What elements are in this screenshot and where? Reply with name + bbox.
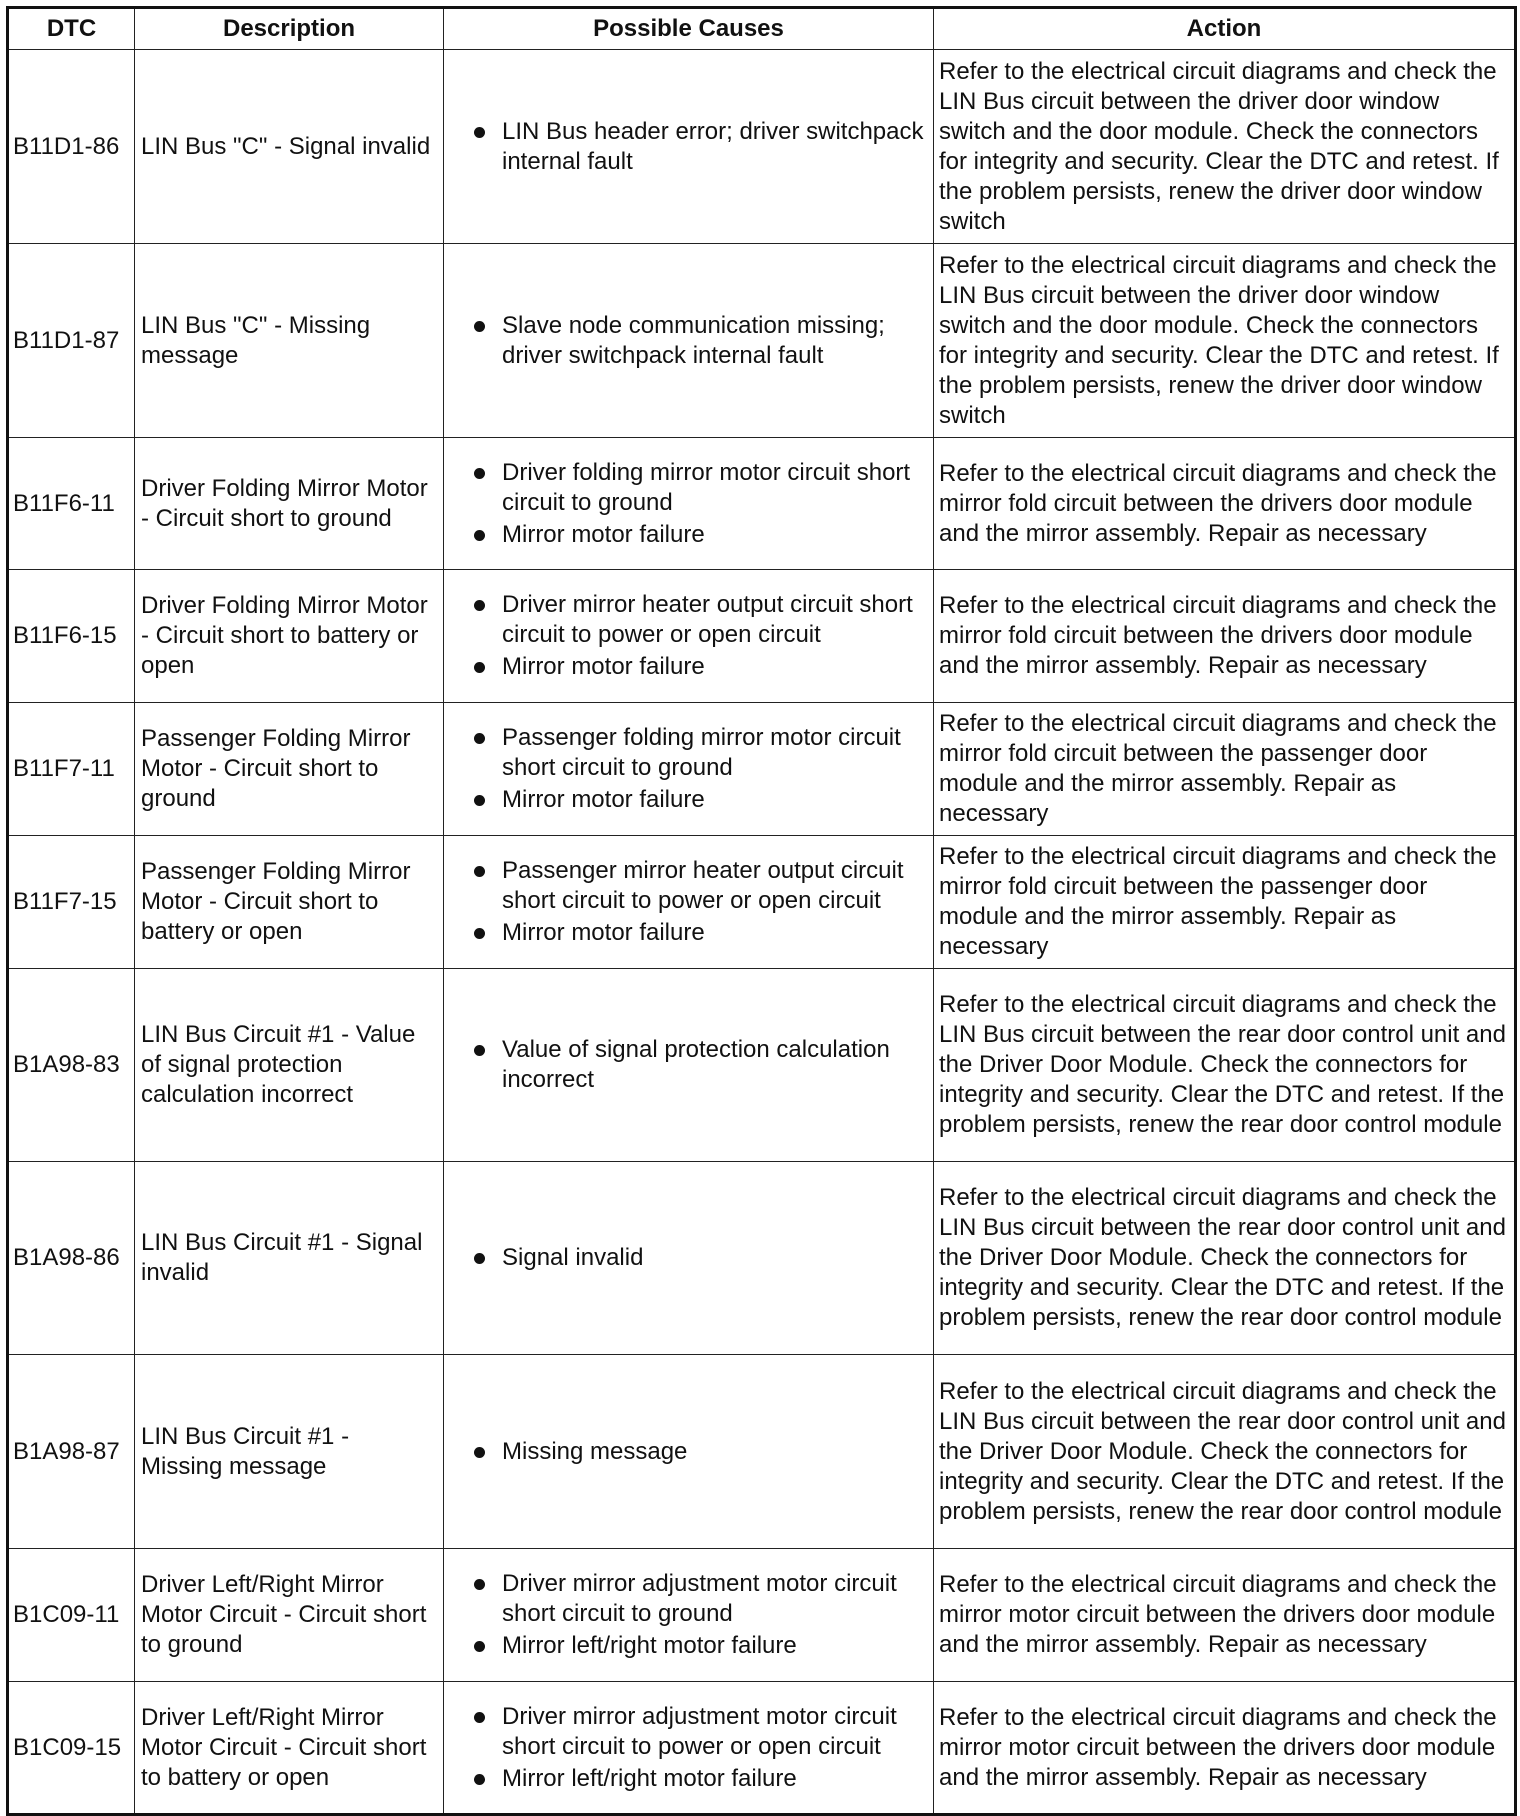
causes-list xyxy=(450,1702,927,1794)
cause-item: LIN Bus header error; driver switchpack internal fault xyxy=(450,117,927,177)
table-row xyxy=(8,570,1516,703)
header-dtc: DTC xyxy=(8,8,135,50)
possible-causes xyxy=(444,969,934,1162)
possible-causes xyxy=(444,244,934,438)
causes-list xyxy=(450,856,927,948)
cause-item: Passenger mirror heater output circuit short circuit to power or open circuit xyxy=(450,856,927,916)
table-row xyxy=(8,438,1516,570)
cause-item: Mirror motor failure xyxy=(450,520,927,550)
cause-item: Driver mirror heater output circuit short circuit to power or open circuit xyxy=(450,590,927,650)
dtc-description: Driver Left/Right Mirror Motor Circuit - Circuit short to battery or open xyxy=(135,1682,444,1815)
possible-causes xyxy=(444,1549,934,1682)
action-text: Refer to the electrical circuit diagrams and check the LIN Bus circuit between the rear door control unit and the Driver Door Module. Check the connectors for integrity and security. Clear the DTC and retest. If the problem persists, renew the rear door control module xyxy=(934,969,1516,1162)
action-text: Refer to the electrical circuit diagrams and check the mirror fold circuit between the passenger door module and the mirror assembly. Repair as necessary xyxy=(934,703,1516,836)
dtc-table xyxy=(6,6,1517,1816)
dtc-description: LIN Bus Circuit #1 - Signal invalid xyxy=(135,1162,444,1355)
cause-item: Mirror motor failure xyxy=(450,652,927,682)
dtc-code: B11D1-87 xyxy=(8,244,135,438)
table-row xyxy=(8,1355,1516,1549)
possible-causes xyxy=(444,703,934,836)
action-text: Refer to the electrical circuit diagrams and check the mirror fold circuit between the passenger door module and the mirror assembly. Repair as necessary xyxy=(934,836,1516,969)
causes-list xyxy=(450,117,927,177)
dtc-code: B11F6-11 xyxy=(8,438,135,570)
cause-item: Driver mirror adjustment motor circuit short circuit to power or open circuit xyxy=(450,1702,927,1762)
action-text: Refer to the electrical circuit diagrams and check the LIN Bus circuit between the rear door control unit and the Driver Door Module. Check the connectors for integrity and security. Clear the DTC and retest. If the problem persists, renew the rear door control module xyxy=(934,1355,1516,1549)
possible-causes xyxy=(444,50,934,244)
cause-item: Mirror left/right motor failure xyxy=(450,1631,927,1661)
table-row xyxy=(8,836,1516,969)
table-body xyxy=(8,50,1516,1815)
action-text: Refer to the electrical circuit diagrams and check the mirror fold circuit between the drivers door module and the mirror assembly. Repair as necessary xyxy=(934,438,1516,570)
table-row xyxy=(8,703,1516,836)
table-row xyxy=(8,244,1516,438)
header-possible-causes: Possible Causes xyxy=(444,8,934,50)
cause-item: Value of signal protection calculation incorrect xyxy=(450,1035,927,1095)
causes-list xyxy=(450,458,927,550)
dtc-code: B11F7-11 xyxy=(8,703,135,836)
possible-causes xyxy=(444,1682,934,1815)
header-row xyxy=(8,8,1516,50)
cause-item: Signal invalid xyxy=(450,1243,927,1273)
cause-item: Slave node communication missing; driver switchpack internal fault xyxy=(450,311,927,371)
possible-causes xyxy=(444,1355,934,1549)
table-row xyxy=(8,1162,1516,1355)
dtc-description: LIN Bus "C" - Signal invalid xyxy=(135,50,444,244)
action-text: Refer to the electrical circuit diagrams and check the mirror motor circuit between the drivers door module and the mirror assembly. Repair as necessary xyxy=(934,1682,1516,1815)
action-text: Refer to the electrical circuit diagrams and check the LIN Bus circuit between the driver door window switch and the door module. Check the connectors for integrity and security. Clear the DTC and retest. If the problem persists, renew the driver door window switch xyxy=(934,244,1516,438)
table-row xyxy=(8,969,1516,1162)
table-row xyxy=(8,1682,1516,1815)
dtc-code: B1A98-83 xyxy=(8,969,135,1162)
causes-list xyxy=(450,1569,927,1661)
causes-list xyxy=(450,590,927,682)
dtc-description: Driver Left/Right Mirror Motor Circuit - Circuit short to ground xyxy=(135,1549,444,1682)
dtc-description: Passenger Folding Mirror Motor - Circuit short to ground xyxy=(135,703,444,836)
dtc-code: B11D1-86 xyxy=(8,50,135,244)
dtc-code: B1C09-15 xyxy=(8,1682,135,1815)
header-description: Description xyxy=(135,8,444,50)
cause-item: Missing message xyxy=(450,1437,927,1467)
dtc-code: B1A98-87 xyxy=(8,1355,135,1549)
dtc-description: LIN Bus "C" - Missing message xyxy=(135,244,444,438)
header-action: Action xyxy=(934,8,1516,50)
cause-item: Driver folding mirror motor circuit short circuit to ground xyxy=(450,458,927,518)
table-row xyxy=(8,50,1516,244)
dtc-code: B11F7-15 xyxy=(8,836,135,969)
cause-item: Driver mirror adjustment motor circuit short circuit to ground xyxy=(450,1569,927,1629)
action-text: Refer to the electrical circuit diagrams and check the mirror motor circuit between the drivers door module and the mirror assembly. Repair as necessary xyxy=(934,1549,1516,1682)
action-text: Refer to the electrical circuit diagrams and check the LIN Bus circuit between the rear door control unit and the Driver Door Module. Check the connectors for integrity and security. Clear the DTC and retest. If the problem persists, renew the rear door control module xyxy=(934,1162,1516,1355)
action-text: Refer to the electrical circuit diagrams and check the LIN Bus circuit between the driver door window switch and the door module. Check the connectors for integrity and security. Clear the DTC and retest. If the problem persists, renew the driver door window switch xyxy=(934,50,1516,244)
possible-causes xyxy=(444,836,934,969)
causes-list xyxy=(450,1437,927,1467)
dtc-code: B11F6-15 xyxy=(8,570,135,703)
dtc-description: LIN Bus Circuit #1 - Missing message xyxy=(135,1355,444,1549)
causes-list xyxy=(450,1243,927,1273)
causes-list xyxy=(450,1035,927,1095)
cause-item: Mirror motor failure xyxy=(450,918,927,948)
cause-item: Passenger folding mirror motor circuit short circuit to ground xyxy=(450,723,927,783)
dtc-code: B1C09-11 xyxy=(8,1549,135,1682)
possible-causes xyxy=(444,1162,934,1355)
cause-item: Mirror left/right motor failure xyxy=(450,1764,927,1794)
dtc-code: B1A98-86 xyxy=(8,1162,135,1355)
causes-list xyxy=(450,723,927,815)
causes-list xyxy=(450,311,927,371)
dtc-description: Driver Folding Mirror Motor - Circuit short to battery or open xyxy=(135,570,444,703)
dtc-description: Driver Folding Mirror Motor - Circuit short to ground xyxy=(135,438,444,570)
action-text: Refer to the electrical circuit diagrams and check the mirror fold circuit between the drivers door module and the mirror assembly. Repair as necessary xyxy=(934,570,1516,703)
table-row xyxy=(8,1549,1516,1682)
possible-causes xyxy=(444,438,934,570)
dtc-description: LIN Bus Circuit #1 - Value of signal protection calculation incorrect xyxy=(135,969,444,1162)
possible-causes xyxy=(444,570,934,703)
cause-item: Mirror motor failure xyxy=(450,785,927,815)
dtc-description: Passenger Folding Mirror Motor - Circuit short to battery or open xyxy=(135,836,444,969)
